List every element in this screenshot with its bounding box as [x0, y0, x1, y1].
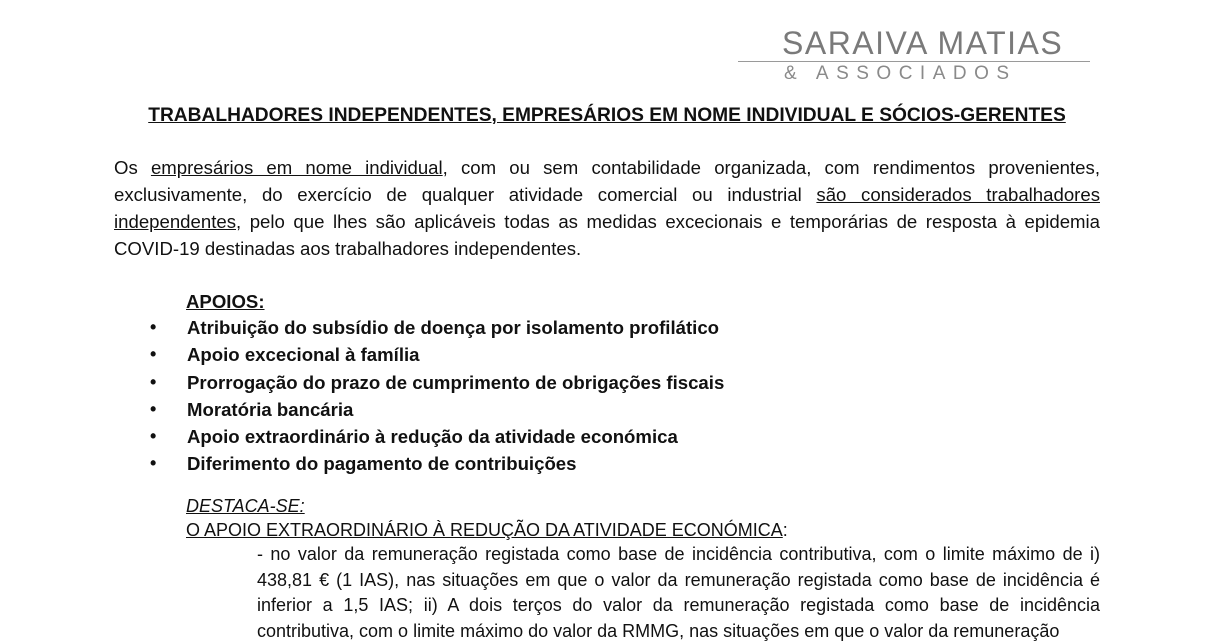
apoios-list-item [150, 396, 724, 423]
logo-divider [738, 61, 1090, 62]
logo-name: SARAIVA MATIAS [782, 25, 1064, 61]
bullet-icon: • [150, 398, 157, 419]
intro-text-2: , com ou sem contabilidade organizada, com rendimentos provenientes, exclusivamente, do exercício de qualquer atividade comercial ou industrial [114, 157, 1100, 205]
apoio-heading-text: O APOIO EXTRAORDINÁRIO À REDUÇÃO DA ATIVIDADE ECONÓMICA [186, 520, 783, 540]
intro-underlined-1: empresários em nome individual [150, 157, 443, 178]
bullet-icon: • [150, 426, 157, 447]
apoios-list-item [150, 369, 724, 396]
company-logo [738, 26, 1090, 90]
apoios-item-label: Apoio extraordinário à redução da atividade económica [187, 426, 678, 448]
apoios-item-label: Prorrogação do prazo de cumprimento de obrigações fiscais [187, 371, 725, 393]
bullet-icon: • [150, 317, 157, 337]
apoios-list-item [150, 450, 724, 477]
apoio-detail-paragraph: - no valor da remuneração registada como base de incidência contributiva, com o limite máximo de i) 438,81 € (1 IAS), nas situações em que o valor da remuneração registada como base de incidência é inferior a 1,5 IAS; ii) A dois terços do valor da remuneração registada como base de incidência contributiva, com o limite máximo do valor da RMMG, nas situações em que o valor da remuneração [257, 544, 1100, 641]
apoios-item-label: Apoio excecional à família [187, 344, 420, 366]
apoios-item-label: Diferimento do pagamento de contribuições [187, 453, 577, 475]
apoios-item-label: Atribuição do subsídio de doença por isolamento profilático [187, 317, 720, 338]
apoios-item-label: Moratória bancária [187, 398, 354, 420]
apoios-heading: APOIOS: [186, 291, 265, 312]
logo-subtitle: & ASSOCIADOS [784, 63, 1017, 84]
bullet-icon: • [150, 453, 157, 474]
document-title: TRABALHADORES INDEPENDENTES, EMPRESÁRIOS EM NOME INDIVIDUAL E SÓCIOS-GERENTES [148, 105, 1066, 126]
apoios-list-item [150, 423, 724, 450]
apoios-list [150, 314, 724, 478]
intro-paragraph [114, 154, 1100, 262]
apoio-extraordinario-heading [186, 518, 788, 542]
apoio-heading-suffix: : [782, 520, 788, 540]
bullet-icon: • [150, 344, 157, 365]
apoios-list-item [150, 341, 724, 368]
intro-underlined-2: são considerados trabalhadores independentes [114, 184, 1100, 232]
bullet-icon: • [150, 371, 157, 392]
apoios-list-item [150, 314, 724, 341]
destaca-label: DESTACA-SE: [186, 496, 305, 516]
intro-text-3: , pelo que lhes são aplicáveis todas as medidas excecionais e temporárias de resposta à epidemia COVID-19 destinadas aos trabalhadores independentes. [114, 211, 1100, 259]
intro-text-1: Os [114, 157, 151, 178]
